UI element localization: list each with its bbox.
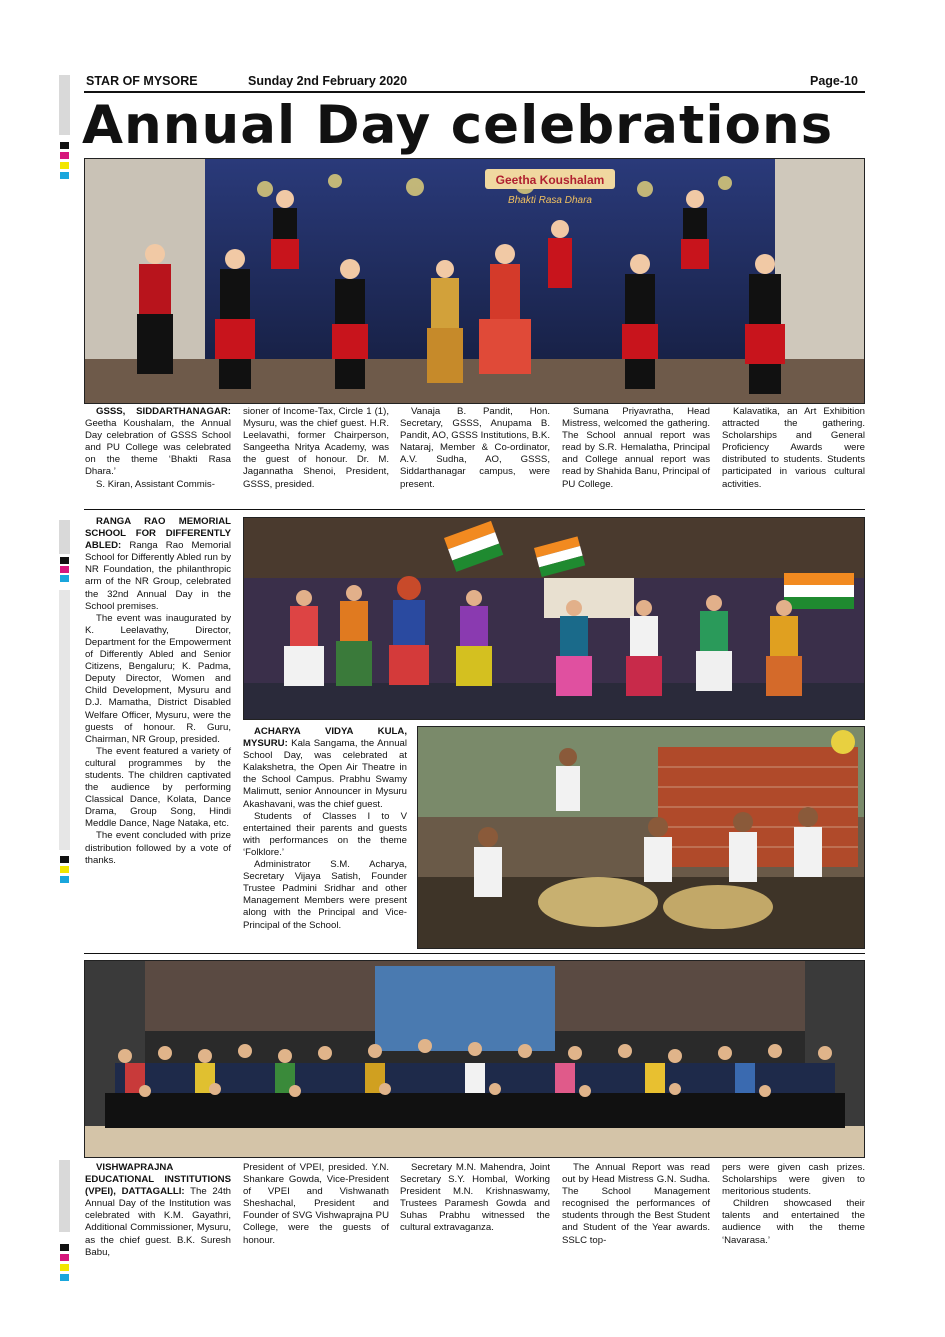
story2-p1: Ranga Rao Memorial School for Differently Abled run by NR Foundation, the philanthropic arm of the NR Group, celebrated the 32nd Annual Day in the School premises. (85, 540, 231, 612)
story1-col3-text: Vanaja B. Pandit, Hon. Secretary, GSSS, Anupama B. Pandit, AO, GSSS Institutions, B.K. Nataraj, Member & Co-ordinator, A.V. Sudha, AO, GSSS, Siddarthanagar campus, were present. (400, 406, 550, 490)
story3-column (243, 726, 407, 932)
reg-mark-cyan (60, 172, 69, 179)
print-bar-grey-4 (59, 1160, 70, 1232)
reg-mark-cyan-4 (60, 1274, 69, 1281)
story1-col4-text: Sumana Priyavratha, Head Mistress, welcomed the gathering. The School annual report was read by S.R. Hemalatha, Principal and College annual report was read by Shahida Banu, Principal of PU College. (562, 406, 710, 490)
reg-mark-black (60, 142, 69, 149)
story4-col3-text: Secretary M.N. Mahendra, Joint Secretary S.Y. Hombal, Working President M.N. Krishnaswamy, Trustees Paramesh Gowda and Suhas Prabhu witnessed the cultural extravaganza. (400, 1162, 550, 1234)
story4-col5-p1: pers were given cash prizes. Scholarships were given to meritorious students. (722, 1162, 865, 1198)
story3-p1: Kala Sangama, the Annual School Day, was celebrated at Kalakshetra, the Open Air Theatre in the School Campus. Prabhu Swamy Malimutt, senior Announcer in Mysuru Akashavani, was the chief guest. (243, 738, 407, 810)
story4-column-3 (400, 1162, 550, 1235)
photo-ranga-rao-performance (243, 517, 865, 720)
story4-column-5 (722, 1162, 865, 1247)
story2-column (85, 516, 231, 867)
story4-column-1 (85, 1162, 231, 1259)
story1-col1-p2: S. Kiran, Assistant Commis- (96, 478, 215, 490)
reg-mark-magenta (60, 152, 69, 159)
print-bar-grey-3 (59, 590, 70, 850)
story1-column-3 (400, 406, 550, 491)
story1-column-5 (722, 406, 865, 491)
story1-column-4 (562, 406, 710, 491)
photo-acharya-folklore (417, 726, 865, 949)
page-headline: Annual Day celebrations (82, 95, 834, 156)
story1-col2-text: sioner of Income-Tax, Circle 1 (1), Mysuru, was the chief guest. H.R. Leelavathi, former Chairperson, Sangeetha Nritya Academy, was the guest of honour. Dr. M. Jagannatha Shenoi, President, GSSS, presided. (243, 406, 389, 490)
story2-p4: The event concluded with prize distribution followed by a vote of thanks. (85, 830, 231, 866)
story4-col1-text: The 24th Annual Day of the Institution was celebrated with K.M. Gayathri, Additional Commissioner, Mysuru, as the chief guest. B.K. Suresh Babu, (85, 1186, 231, 1258)
header-rule (84, 91, 865, 93)
photo1-banner-title: Geetha Koushalam (495, 173, 605, 187)
story1-col1-text: Geetha Koushalam, the Annual Day celebration of GSSS School and PU College was celebrated on the theme ‘Bhakti Rasa Dhara.’ (85, 418, 231, 478)
story4-col5-p2: Children showcased their talents and entertained the audience with the theme ‘Navarasa.’ (722, 1198, 865, 1246)
photo1-banner-subtitle: Bhakti Rasa Dhara (508, 195, 592, 206)
story2-heading: RANGA RAO MEMORIAL SCHOOL FOR DIFFERENTLY ABLED: (85, 516, 231, 552)
section-rule-2 (84, 953, 865, 954)
story4-col2-text: President of VPEI, presided. Y.N. Shankare Gowda, Vice-President of VPEI and Vishwanath Sheshachal, President and Founder of SVG Vishwaprajna PU College, were the guests of honour. (243, 1162, 389, 1246)
story3-heading: ACHARYA VIDYA KULA, MYSURU: (243, 726, 407, 750)
story1-column-1 (85, 406, 231, 491)
reg-mark-yellow-3 (60, 866, 69, 873)
page-number: Page-10 (810, 74, 858, 88)
reg-mark-black-4 (60, 1244, 69, 1251)
story4-column-4 (562, 1162, 710, 1247)
story1-column-2 (243, 406, 389, 491)
story1-col5-text: Kalavatika, an Art Exhibition attracted the gathering. Scholarships and General Proficiency Awards were distributed to students. Students participated in various cultural activities. (722, 406, 865, 490)
story1-heading: GSSS, SIDDARTHANAGAR: (96, 406, 231, 417)
photo-vpei-group (84, 960, 865, 1158)
story4-col4-text: The Annual Report was read out by Head Mistress G.N. Sudha. The School Management recognised the performances of students through the Best Student and Student of the Year awards. SSLC top- (562, 1162, 710, 1246)
story4-heading: VISHWAPRAJNA EDUCATIONAL INSTITUTIONS (VPEI), DATTAGALLI: (85, 1162, 231, 1198)
reg-mark-yellow (60, 162, 69, 169)
story4-column-2 (243, 1162, 389, 1247)
reg-mark-cyan-3 (60, 876, 69, 883)
reg-mark-black-2 (60, 557, 69, 564)
section-rule-1 (84, 509, 865, 510)
print-bar-grey-2 (59, 520, 70, 554)
story2-p2: The event was inaugurated by K. Leelavathy, Director, Department for the Empowerment of Differently Abled and Senior Citizens, Bengaluru; K. Padma, Deputy Director, Women and Child Development, Mysuru and D.J. Mamatha, District Disabled Welfare Officer, Mysuru, were the guests of honour. R. Guru, Chairman, NR Group, presided. (85, 612, 231, 745)
reg-mark-black-3 (60, 856, 69, 863)
reg-mark-magenta-4 (60, 1254, 69, 1261)
story2-p3: The event featured a variety of cultural programmes by the students. The children captivated the audience by performing Classical Dance, Kolata, Dance Drama, Group Song, Hindi Meddle Dance, Nage Nataka, etc. (85, 745, 231, 830)
story3-p2: Students of Classes I to V entertained their parents and guests with performances on the theme ‘Folklore.’ (243, 810, 407, 858)
reg-mark-magenta-2 (60, 566, 69, 573)
story3-p3: Administrator S.M. Acharya, Secretary Vijaya Satish, Founder Trustee Padmini Sridhar and other Management Members were present along with the Principal and Vice-Principal of the School. (243, 859, 407, 931)
reg-mark-cyan-2 (60, 575, 69, 582)
print-bar-grey (59, 75, 70, 135)
reg-mark-yellow-4 (60, 1264, 69, 1271)
photo-gsss-dance (84, 158, 865, 404)
publication-name: STAR OF MYSORE (86, 74, 198, 88)
issue-date: Sunday 2nd February 2020 (248, 74, 408, 88)
